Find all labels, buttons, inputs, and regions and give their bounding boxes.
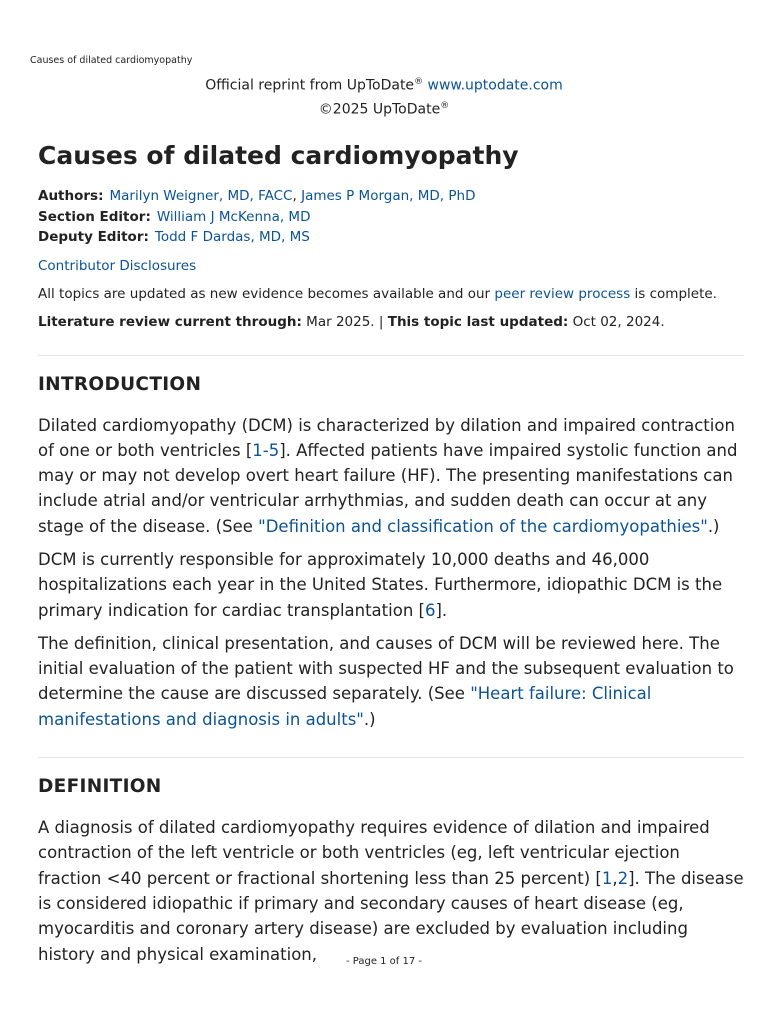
author-link-morgan[interactable]: James P Morgan, MD, PhD bbox=[301, 188, 476, 204]
paragraph-text: DCM is currently responsible for approximately 10,000 deaths and 46,000 hospitalizations each year in the United States. Furthermore, idiopathic DCM is the primary indication for cardiac transplantation [ bbox=[38, 549, 723, 620]
paragraph-text: The definition, clinical presentation, and causes of DCM will be reviewed here. The initial evaluation of the patient with suspected HF and the subsequent evaluation to determine the cause are discussed separately. (See bbox=[38, 633, 734, 704]
reprint-line bbox=[0, 72, 768, 96]
page-title: Causes of dilated cardiomyopathy bbox=[38, 141, 519, 170]
paragraph-text: A diagnosis of dilated cardiomyopathy requires evidence of dilation and impaired contraction of the left ventricle or both ventricles (eg, left ventricular ejection fraction <40 percent or fractional shortening less than 25 percent) [ bbox=[38, 818, 710, 888]
intro-paragraph-2 bbox=[38, 547, 744, 623]
paragraph-text: ]. Affected patients have impaired systolic function and may or may not develop overt heart failure (HF). The presenting manifestations can include atrial and/or ventricular arrhythmias, and sudden death can occur at any stage of the disease. (See bbox=[38, 440, 738, 536]
paragraph-text: .) bbox=[363, 709, 376, 729]
uptodate-url-link[interactable]: www.uptodate.com bbox=[427, 77, 563, 94]
deputy-editor-row bbox=[38, 227, 744, 248]
intro-paragraph-3 bbox=[38, 631, 744, 732]
registered-mark: ® bbox=[414, 77, 424, 87]
definition-paragraph-1 bbox=[38, 815, 744, 967]
update-policy-note bbox=[38, 284, 744, 304]
author-link-weigner[interactable]: Marilyn Weigner, MD, FACC bbox=[109, 188, 293, 204]
authors-row bbox=[38, 186, 744, 207]
reference-link[interactable]: 1-5 bbox=[252, 440, 280, 460]
last-updated-value: Oct 02, 2024. bbox=[568, 313, 665, 330]
last-updated-label: This topic last updated: bbox=[387, 313, 569, 330]
authors-label: Authors: bbox=[38, 188, 104, 204]
reference-separator: , bbox=[612, 868, 618, 888]
disclosures-row bbox=[38, 256, 744, 276]
section-editor-link[interactable]: William J McKenna, MD bbox=[156, 208, 311, 225]
section-editor-row bbox=[38, 207, 744, 228]
page-number-footer: - Page 1 of 17 - bbox=[345, 956, 423, 967]
reference-link[interactable]: 6 bbox=[424, 600, 436, 620]
topic-link-definition-classification[interactable]: "Definition and classification of the cardiomyopathies" bbox=[258, 516, 708, 536]
deputy-editor-link[interactable]: Todd F Dardas, MD, MS bbox=[154, 229, 310, 245]
contributor-disclosures-link[interactable]: Contributor Disclosures bbox=[38, 257, 197, 274]
section-divider bbox=[38, 355, 744, 356]
literature-review-label: Literature review current through: bbox=[38, 313, 302, 330]
update-note-text-end: is complete. bbox=[630, 285, 717, 302]
running-head: Causes of dilated cardiomyopathy bbox=[30, 55, 193, 66]
deputy-editor-label: Deputy Editor: bbox=[38, 229, 149, 245]
section-divider bbox=[38, 757, 744, 758]
copyright-line bbox=[0, 96, 768, 120]
intro-paragraph-1 bbox=[38, 413, 744, 539]
paragraph-text: Dilated cardiomyopathy (DCM) is characterized by dilation and impaired contraction of one or both ventricles [ bbox=[38, 415, 735, 460]
update-note-text: All topics are updated as new evidence becomes available and our bbox=[38, 285, 495, 302]
section-editor-label: Section Editor: bbox=[38, 208, 151, 225]
section-heading-definition: DEFINITION bbox=[38, 776, 162, 798]
topic-content bbox=[38, 138, 744, 967]
copyright-text: ©2025 UpToDate bbox=[318, 101, 441, 118]
paragraph-text: ]. bbox=[435, 600, 448, 620]
topic-link-heart-failure[interactable]: "Heart failure: Clinical manifestations and diagnosis in adults" bbox=[38, 684, 652, 729]
registered-mark: ® bbox=[440, 100, 450, 111]
literature-review-value: Mar 2025. | bbox=[301, 313, 388, 330]
peer-review-process-link[interactable]: peer review process bbox=[494, 285, 631, 302]
paragraph-text: .) bbox=[707, 516, 720, 536]
paragraph-text: ]. The disease is considered idiopathic if primary and secondary causes of heart disease (eg, myocarditis and coronary artery disease) are excluded by evaluation including history and physical examination, bbox=[38, 868, 744, 964]
author-separator: , bbox=[292, 188, 302, 204]
reprint-text: Official reprint from UpToDate bbox=[205, 77, 415, 94]
topic-authors-block bbox=[38, 186, 744, 248]
review-dates bbox=[38, 312, 744, 332]
reprint-notice bbox=[0, 72, 768, 119]
section-heading-introduction: INTRODUCTION bbox=[38, 373, 202, 395]
reference-link[interactable]: 1 bbox=[601, 868, 613, 888]
reference-link[interactable]: 2 bbox=[617, 868, 629, 888]
